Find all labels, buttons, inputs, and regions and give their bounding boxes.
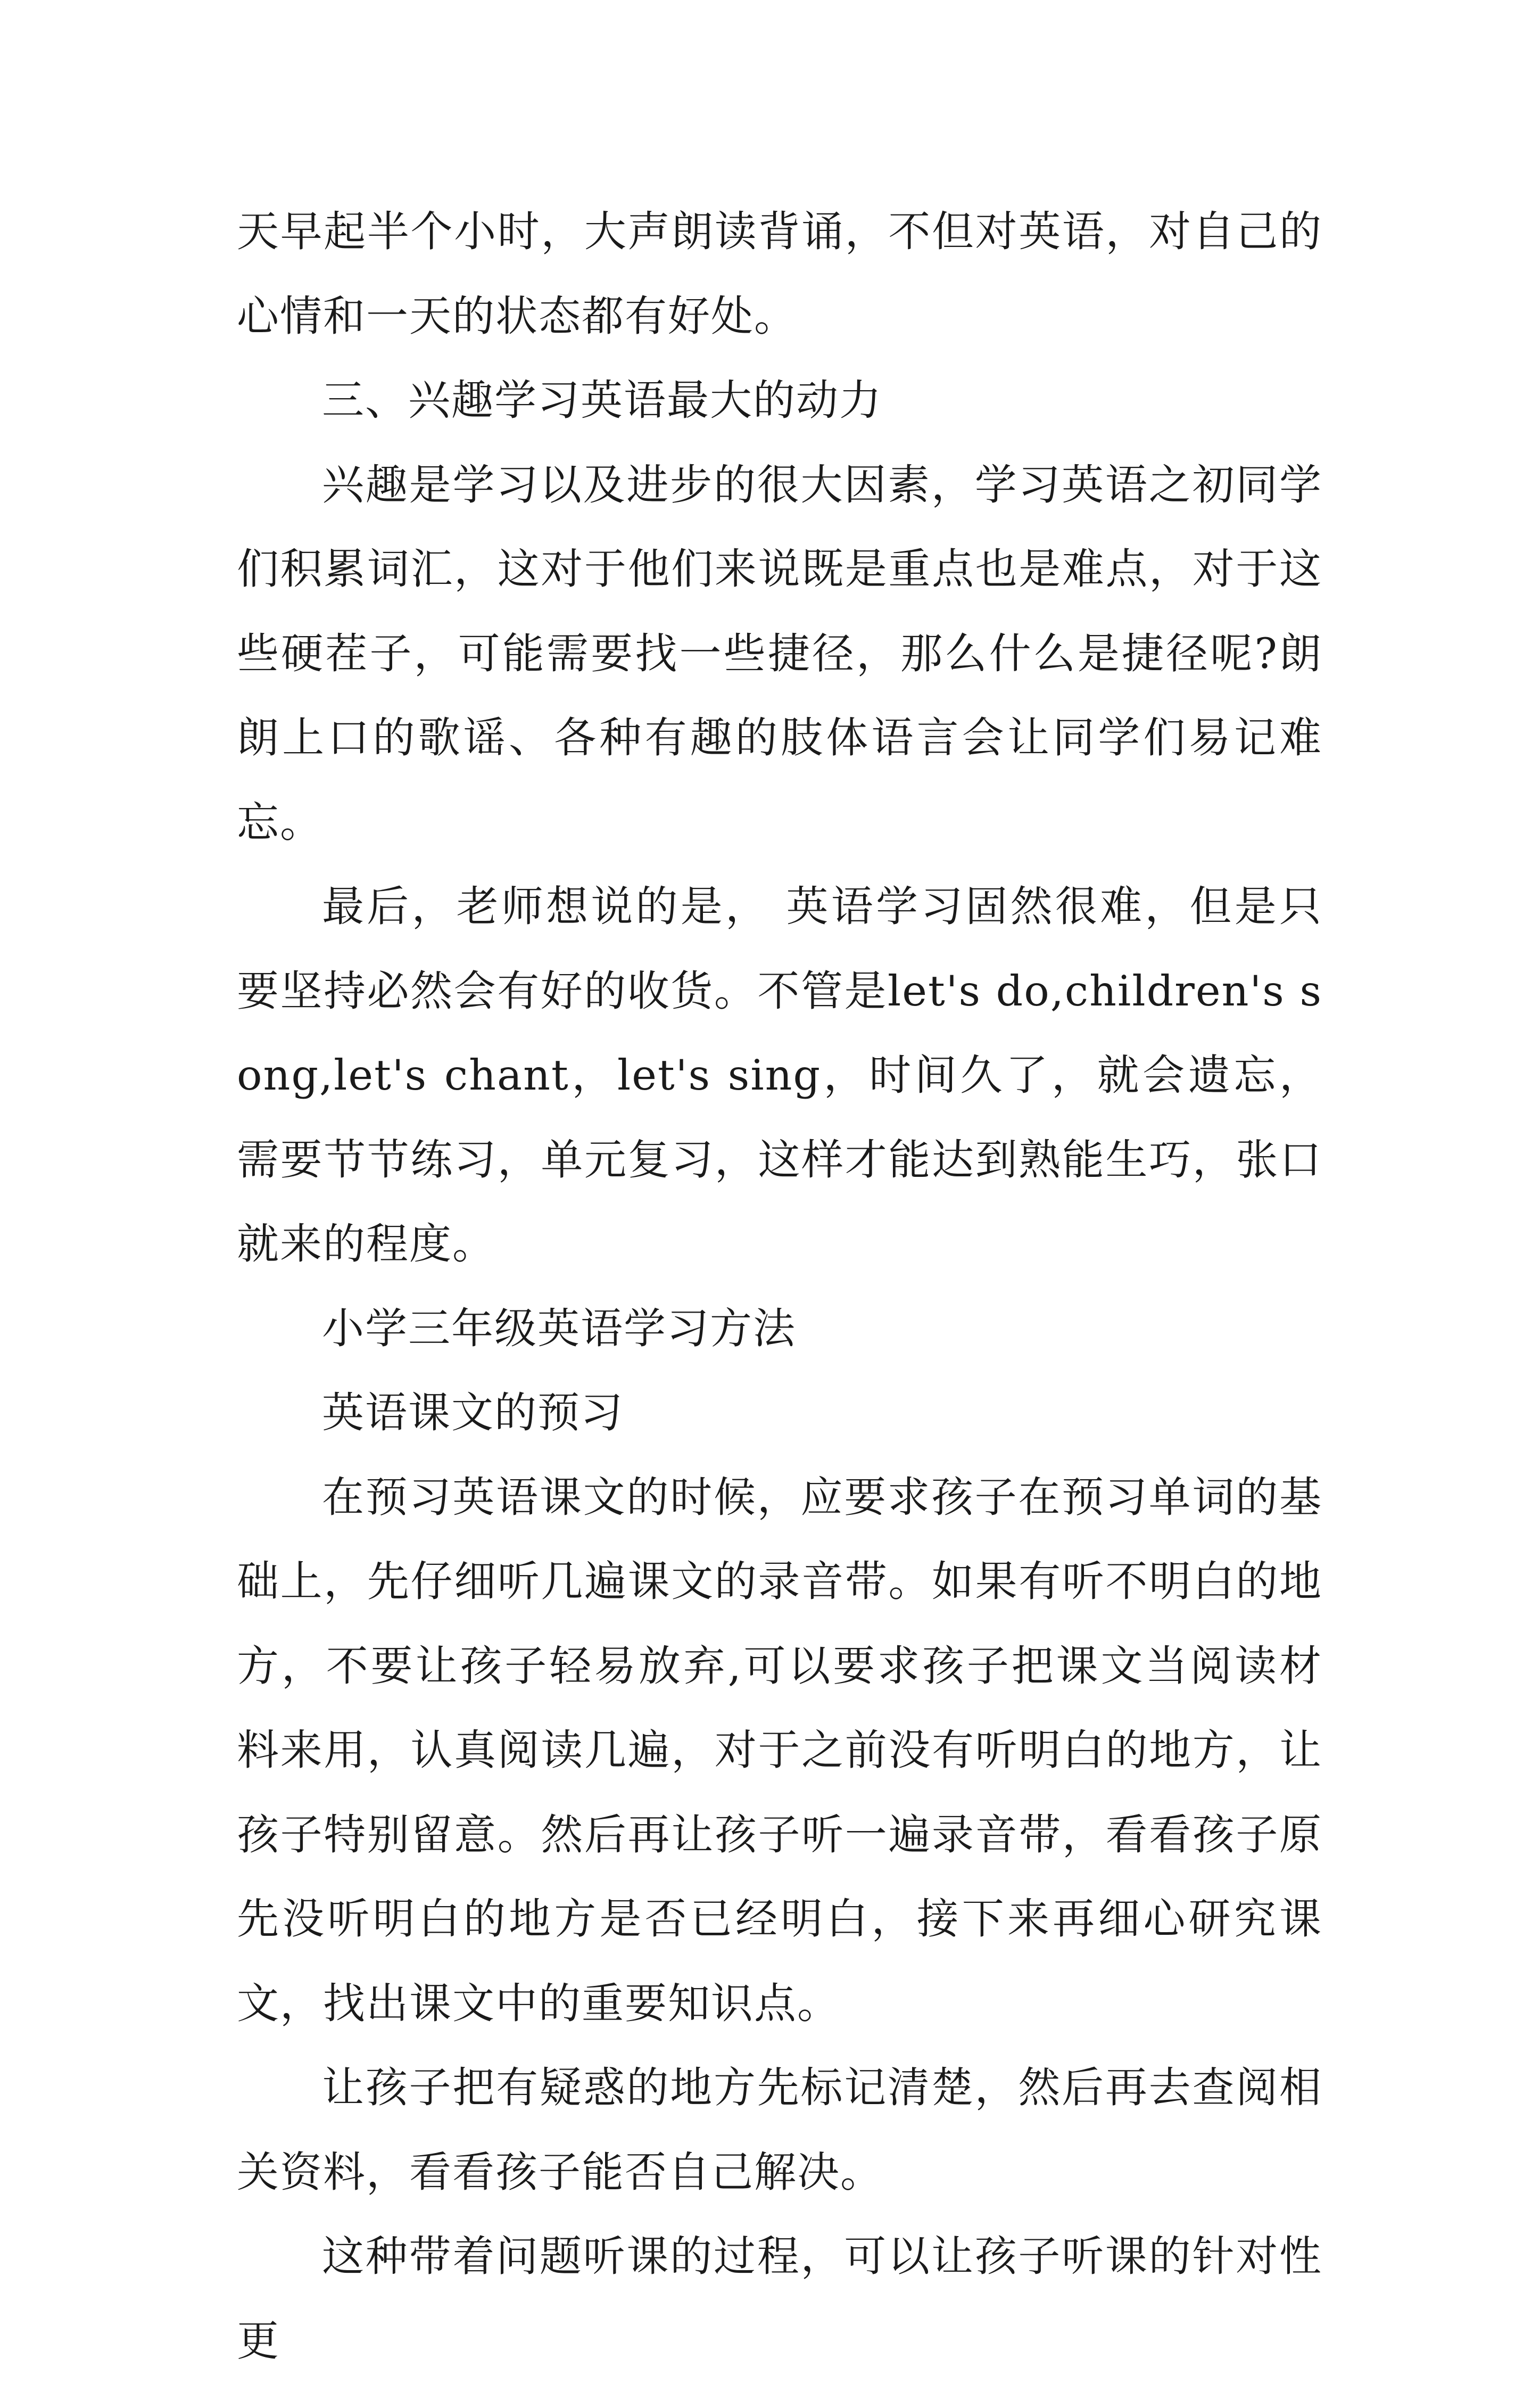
paragraph-conclusion: 最后，老师想说的是， 英语学习固然很难，但是只要坚持必然会有好的收货。不管是let's do,children's song,let's chant，let's sing，时间久了，就会遗忘，需要节节练习，单元复习，这样才能达到熟能生巧，张口就来的程度。 [237,882,1322,1268]
section-heading-interest: 三、兴趣学习英语最大的动力 [322,376,882,425]
document-body [237,189,1322,2383]
paragraph-preview: 在预习英语课文的时候，应要求孩子在预习单词的基础上，先仔细听几遍课文的录音带。如果有听不明白的地方，不要让孩子轻易放弃,可以要求孩子把课文当阅读材料来用，认真阅读几遍，对于之前没有听明白的地方，让孩子特别留意。然后再让孩子听一遍录音带，看看孩子原先没听明白的地方是否已经明白，接下来再细心研究课文，找出课文中的重要知识点。 [237,1472,1322,2028]
subheading-preview: 英语课文的预习 [322,1388,624,1437]
paragraph-continuation: 天早起半个小时，大声朗读背诵，不但对英语，对自己的心情和一天的状态都有好处。 [237,207,1322,341]
section-heading-methods: 小学三年级英语学习方法 [322,1304,796,1353]
paragraph-listening: 这种带着问题听课的过程，可以让孩子听课的针对性更 [237,2232,1322,2365]
paragraph-mark-doubts: 让孩子把有疑惑的地方先标记清楚，然后再去查阅相关资料，看看孩子能否自己解决。 [237,2063,1322,2197]
paragraph-interest: 兴趣是学习以及进步的很大因素，学习英语之初同学们积累词汇，这对于他们来说既是重点也是难点，对于这些硬茬子，可能需要找一些捷径，那么什么是捷径呢?朗朗上口的歌谣、各种有趣的肢体语言会让同学们易记难忘。 [237,460,1322,847]
